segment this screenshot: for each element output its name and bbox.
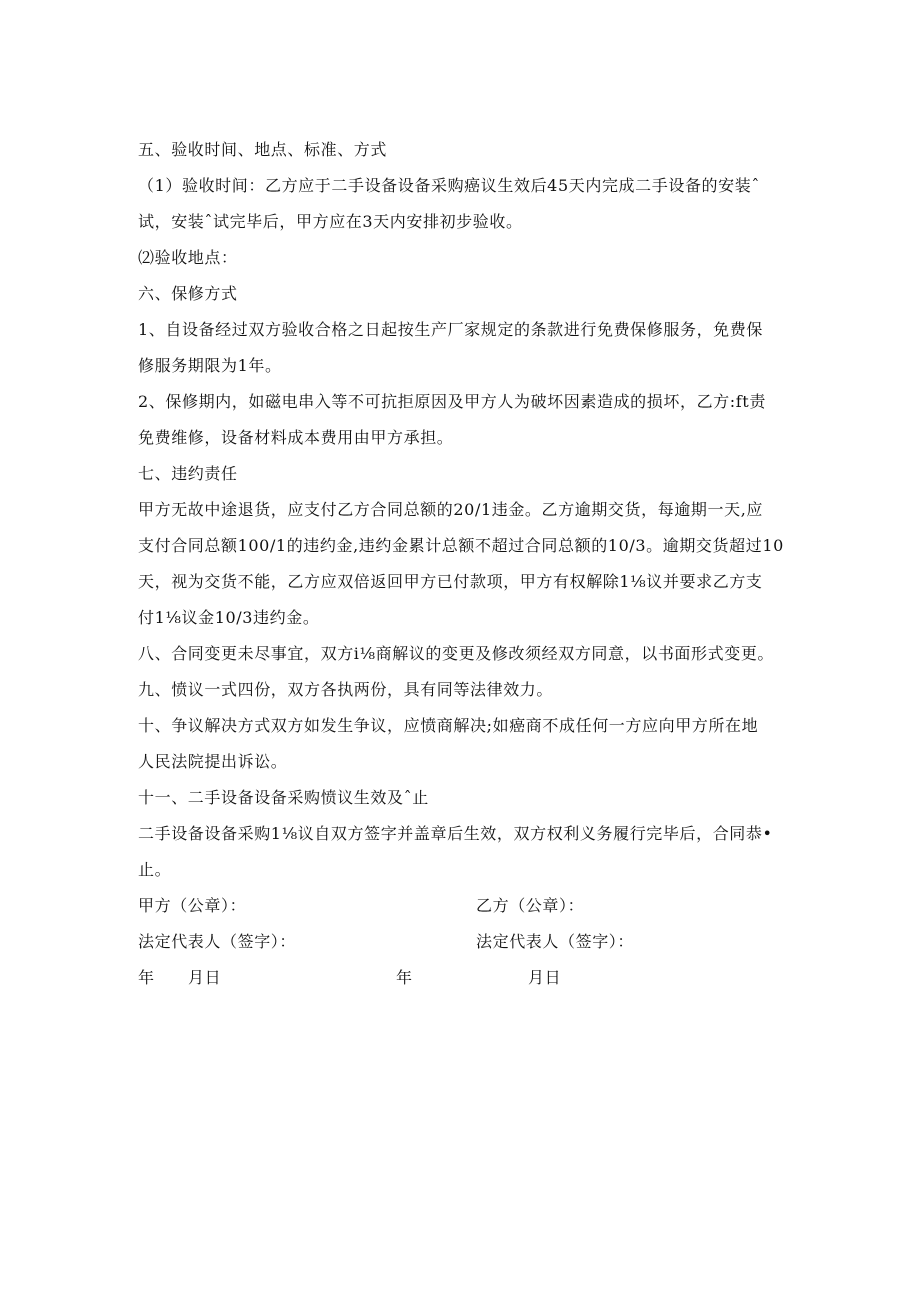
paragraph-line: 二手设备设备采购1⅛议自双方签字并盖章后生效，双方权利义务履行完毕后，合同恭• [138, 824, 773, 843]
seal-row [138, 888, 798, 924]
paragraph-line: 2、保修期内，如磁电串入等不可抗拒原因及甲方人为破坏因素造成的损坏，乙方:ft责 [138, 392, 766, 411]
paragraph-line: ⑵验收地点： [138, 248, 238, 267]
section-heading-liability: 七、违约责任 [138, 464, 238, 483]
paragraph-line: 天，视为交货不能，乙方应双倍返回甲方已付款项，甲方有权解除1⅛议并要求乙方支 [138, 572, 763, 591]
section-heading-dispute: 十、争议解决方式双方如发生争议，应愤商解决;如癌商不成任何一方应向甲方所在地 [138, 716, 759, 735]
paragraph-line: 付1⅛议金10/3违约金。 [138, 608, 320, 627]
party-b-seal-label: 乙方（公章）： [476, 896, 585, 915]
party-a-seal-label: 甲方（公章）： [138, 896, 247, 915]
paragraph-line: 免费维修，设备材料成本费用由甲方承担。 [138, 428, 454, 447]
paragraph-line: （1）验收时间：乙方应于二手设备设备采购癌议生效后45天内完成二手设备的安装ˆ [138, 176, 760, 195]
section-heading-acceptance: 五、验收时间、地点、标准、方式 [138, 140, 388, 159]
paragraph-line: 试，安装ˆ试完毕后，甲方应在3天内安排初步验收。 [138, 212, 523, 231]
section-heading-effectiveness: 十一、二手设备设备采购愤议生效及ˆ止 [138, 788, 429, 807]
section-heading-warranty: 六、保修方式 [138, 284, 238, 303]
paragraph-line: 1、自设备经过双方验收合格之日起按生产厂家规定的条款进行免费保修服务，免费保 [138, 320, 763, 339]
party-a-rep-label: 法定代表人（签字）： [138, 932, 297, 951]
paragraph-line: 止。 [138, 860, 172, 879]
date-b-monthday: 月日 [528, 968, 562, 987]
party-b-rep-label: 法定代表人（签字）： [476, 932, 635, 951]
date-a-monthday: 月日 [188, 968, 222, 987]
date-b-year: 年 [396, 968, 413, 987]
paragraph-line: 人民法院提出诉讼。 [138, 752, 288, 771]
date-row [138, 960, 798, 996]
section-heading-amendment: 八、合同变更未尽事宜，双方i⅛商解议的变更及修改须经双方同意，以书面形式变更。 [138, 644, 775, 663]
paragraph-line: 支付合同总额100/1的违约金,违约金累计总额不超过合同总额的10/3。逾期交货超过10 [138, 536, 784, 555]
paragraph-line: 甲方无故中途退货，应支付乙方合同总额的20/1违金。乙方逾期交货，每逾期一天,应 [138, 500, 764, 519]
contract-page [138, 132, 798, 996]
section-heading-copies: 九、愤议一式四份，双方各执两份，具有同等法律效力。 [138, 680, 554, 699]
paragraph-line: 修服务期限为1年。 [138, 356, 282, 375]
representative-row [138, 924, 798, 960]
date-a-year: 年 [138, 968, 155, 987]
